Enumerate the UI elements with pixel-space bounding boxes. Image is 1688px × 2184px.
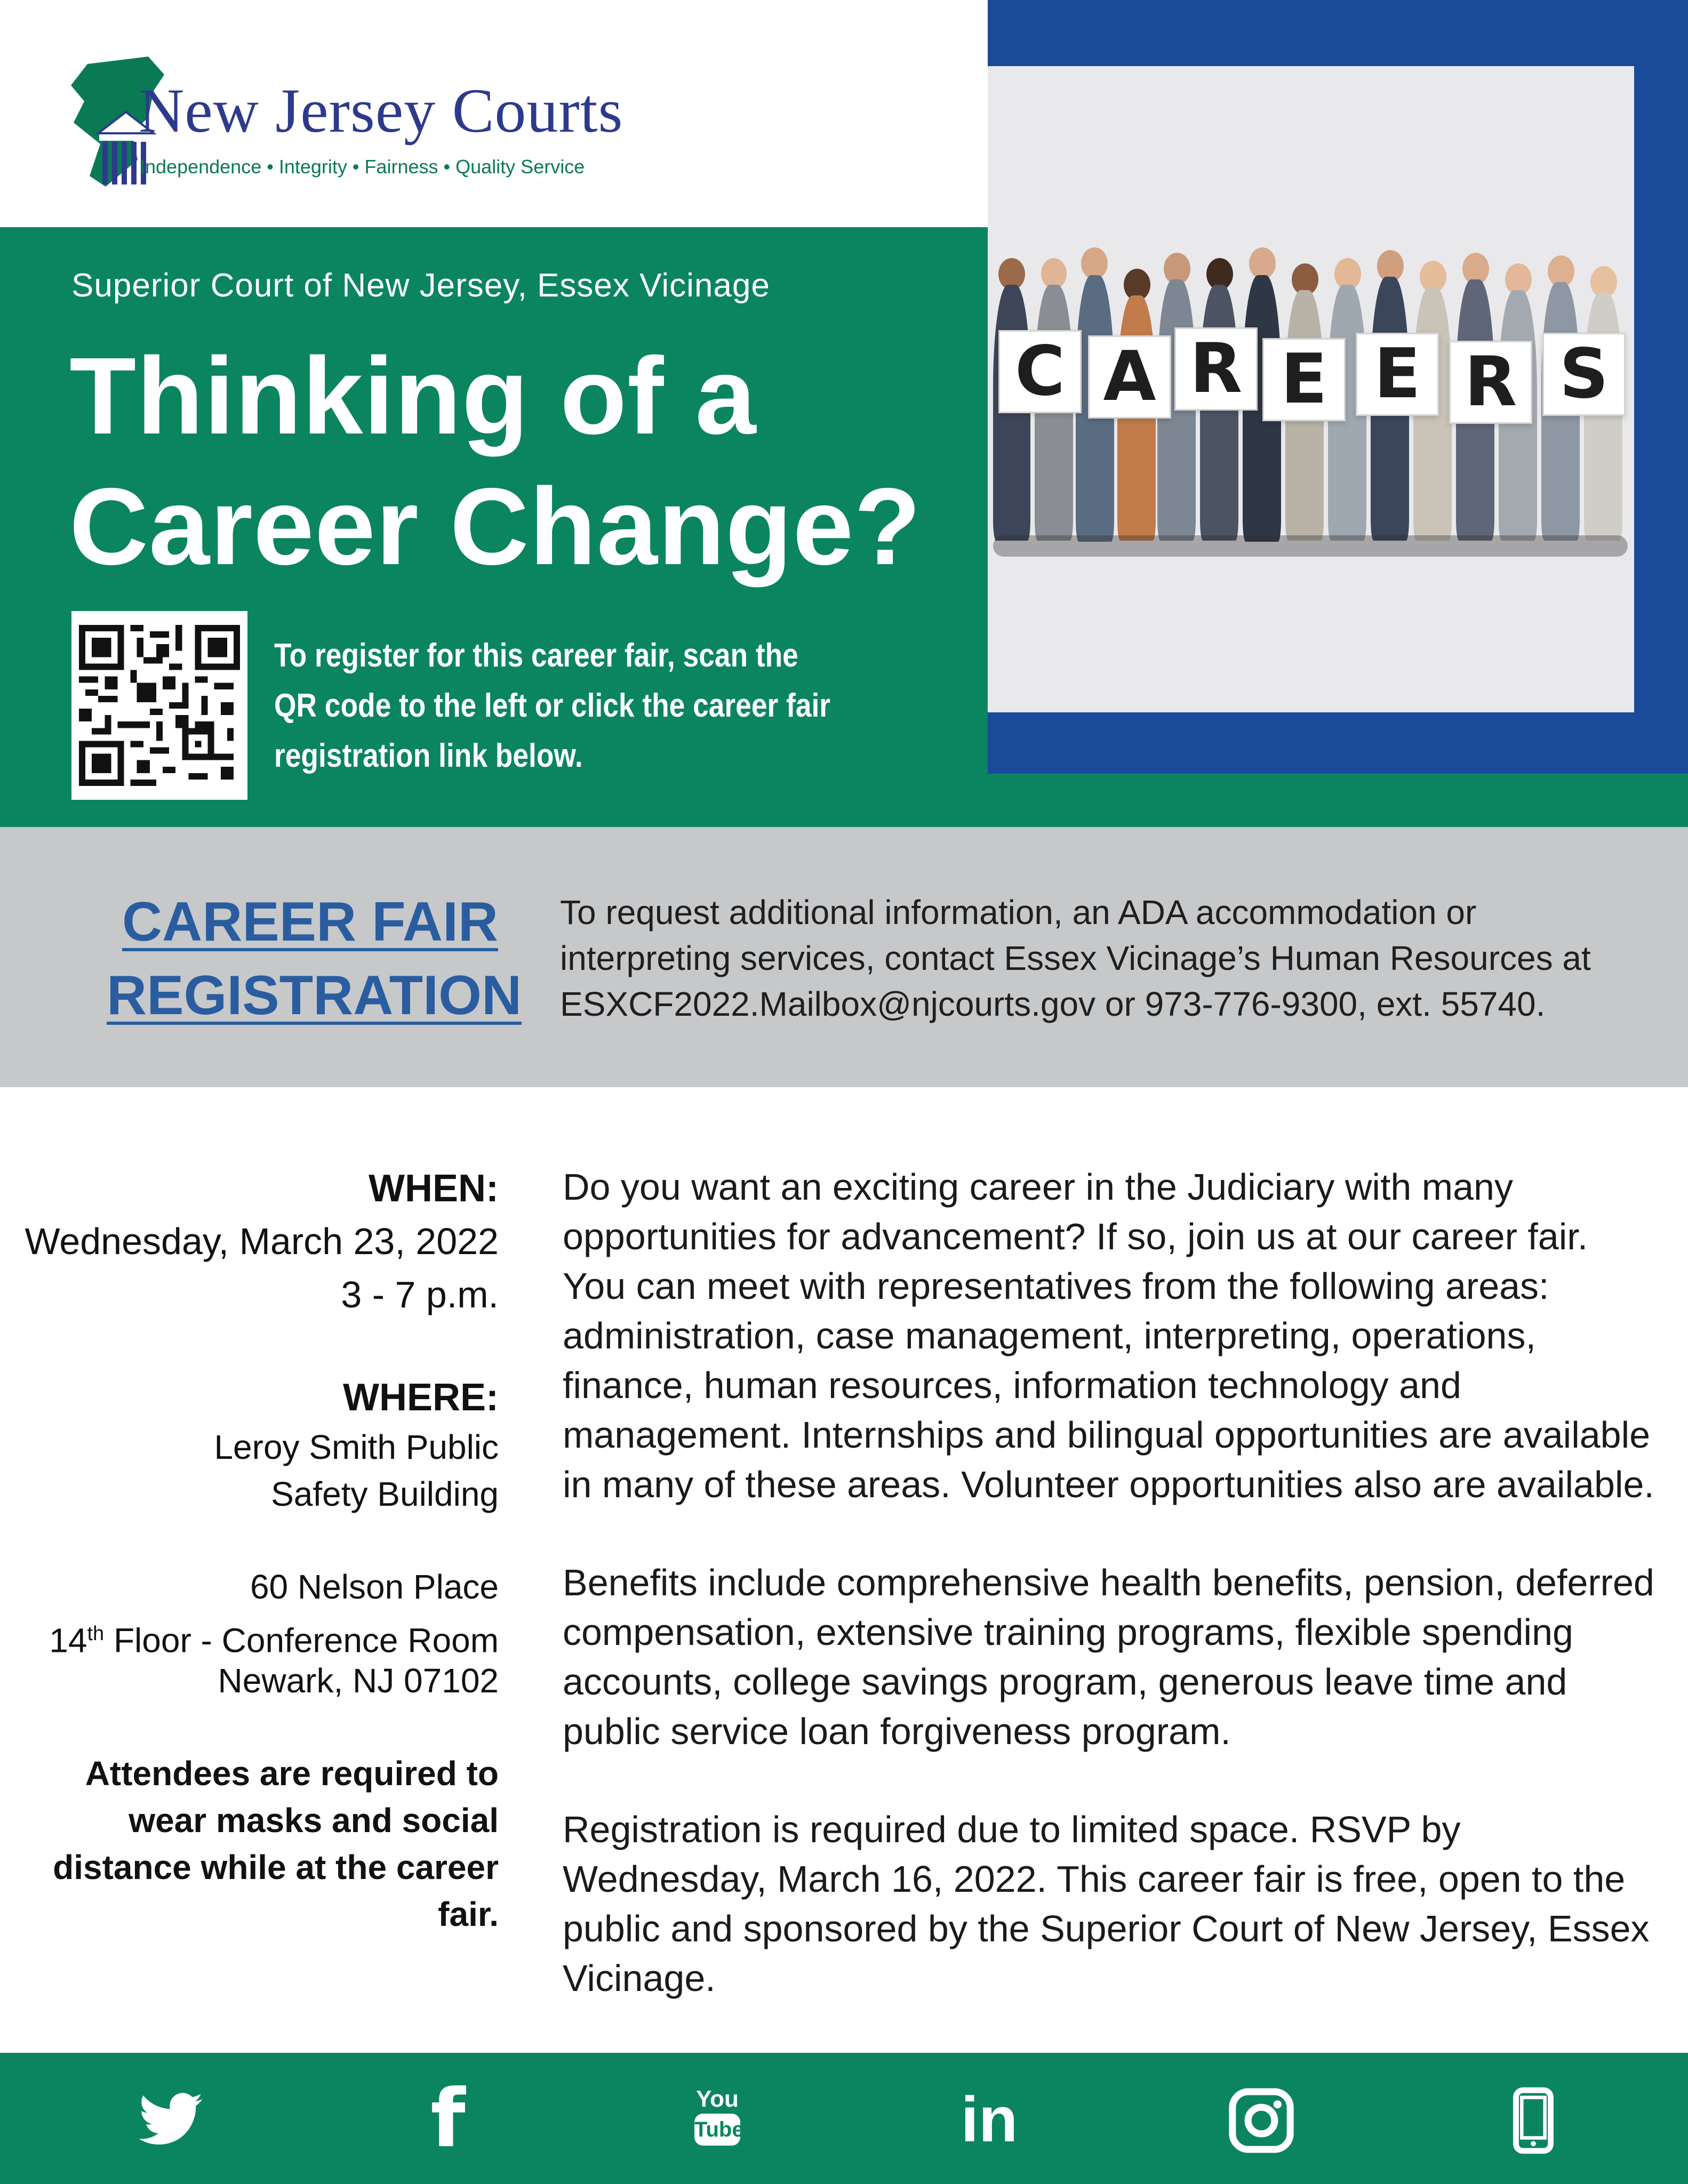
linkedin-icon[interactable]	[955, 2086, 1024, 2155]
floor-number: 14	[49, 1621, 87, 1660]
qr-code-icon	[79, 623, 240, 788]
careers-sign-letter: R	[1174, 327, 1258, 411]
logo-title: New Jersey Courts	[139, 76, 623, 146]
floor-ordinal: th	[87, 1623, 105, 1645]
event-date: Wednesday, March 23, 2022	[25, 1221, 499, 1262]
youtube-you: You	[696, 2086, 739, 2112]
instagram-icon[interactable]	[1227, 2086, 1296, 2155]
career-fair-registration-link[interactable]	[107, 885, 522, 1032]
venue-line2: Safety Building	[271, 1475, 499, 1513]
body-paragraph-3: Registration is required due to limited space. RSVP by Wednesday, March 16, 2022. This career fair is free, open to the public and sponsored by the Superior Court of New Jersey, Essex Vicinage.	[563, 1809, 1650, 1999]
venue-line1: Leroy Smith Public	[214, 1428, 499, 1466]
linkedin-glyph: in	[961, 2084, 1018, 2155]
register-instructions: To register for this career fair, scan the QR code to the left or click the career fair registration link below.	[274, 637, 831, 774]
qr-code[interactable]	[71, 611, 247, 800]
youtube-tube: Tube	[694, 2114, 740, 2146]
facebook-icon[interactable]	[413, 2073, 483, 2165]
address-street: 60 Nelson Place	[250, 1568, 499, 1606]
mobile-phone-icon[interactable]	[1499, 2086, 1568, 2155]
address-floor	[49, 1610, 499, 1664]
event-time: 3 - 7 p.m.	[341, 1274, 499, 1315]
where-label: WHERE:	[343, 1376, 499, 1419]
logo-tagline: Independence • Integrity • Fairness • Quality Service	[140, 156, 585, 178]
careers-sign-letter: A	[1088, 335, 1171, 419]
body-paragraph-1: Do you want an exciting career in the Judiciary with many opportunities for advancement? If so, join us at our career fair. You can meet with representatives from the following areas: administration, case management, interpreting, operations, finance, human resources, information technology and management. Internships and bilingual opportunities are available in many of these areas. Volunteer opportunities also are available.	[563, 1166, 1654, 1505]
address-city: Newark, NJ 07102	[218, 1661, 499, 1700]
careers-sign-letter: R	[1449, 341, 1532, 424]
mask-notice: Attendees are required to wear masks and social distance while at the career fair.	[53, 1754, 499, 1933]
careers-sign-letter: E	[1262, 338, 1346, 421]
twitter-icon[interactable]	[136, 2086, 205, 2155]
floor-room: Floor - Conference Room	[104, 1621, 499, 1660]
hero-subtitle: Superior Court of New Jersey, Essex Vicinage	[71, 267, 770, 304]
careers-sign-letter: C	[998, 330, 1082, 413]
when-label: WHEN:	[369, 1167, 499, 1210]
careers-sign-letter: S	[1542, 333, 1626, 416]
body-paragraph-2: Benefits include comprehensive health benefits, pension, deferred compensation, extensive training programs, flexible spending accounts, college savings program, generous leave time and public service loan forgiveness program.	[563, 1562, 1654, 1752]
facebook-glyph: f	[430, 2073, 466, 2165]
footer-bar	[0, 2053, 1688, 2184]
careers-photo	[988, 66, 1634, 712]
registration-link-line1[interactable]: CAREER FAIR	[122, 891, 498, 953]
registration-link-line2[interactable]: REGISTRATION	[107, 965, 522, 1026]
careers-sign-letter: E	[1356, 333, 1439, 416]
page-title: Thinking of a Career Change?	[69, 335, 922, 588]
youtube-icon[interactable]	[683, 2086, 752, 2155]
contact-info: To request additional information, an ADA accommodation or interpreting services, contact Essex Vicinage’s Human Resources at ESXCF2022.Mailbox@njcourts.gov or 973-776-9300, ext. 55740.	[560, 893, 1591, 1023]
